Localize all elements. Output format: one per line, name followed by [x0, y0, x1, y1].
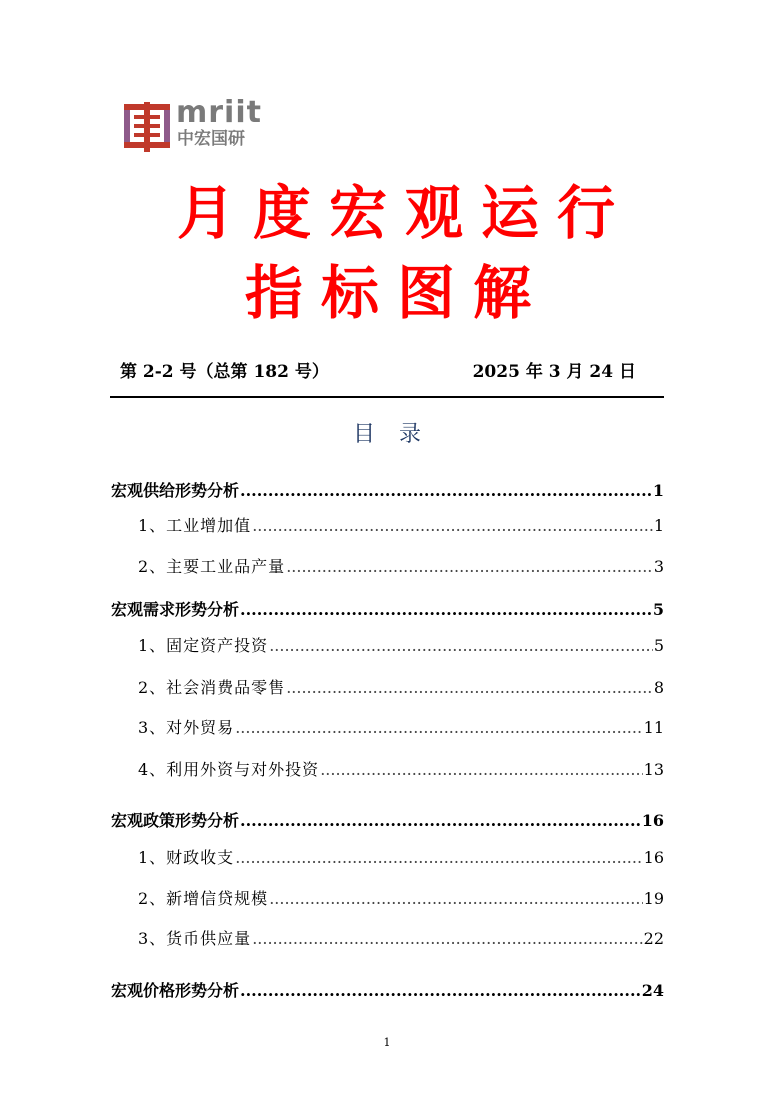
toc-leader-dots	[252, 929, 642, 948]
toc-entry-label: 2、新增信贷规模	[138, 886, 268, 909]
toc-entry-page: 1	[652, 481, 664, 500]
toc-entry-page: 8	[653, 678, 664, 697]
toc-entry-page: 3	[653, 557, 664, 576]
toc-section[interactable]	[111, 597, 664, 620]
toc-section[interactable]	[111, 478, 664, 501]
toc-entry-page: 19	[643, 889, 664, 908]
toc-leader-dots	[240, 811, 641, 830]
toc-item[interactable]	[111, 926, 664, 949]
header-divider	[110, 396, 664, 398]
toc-leader-dots	[269, 889, 642, 908]
toc-leader-dots	[240, 600, 652, 619]
document-title-line-1: 月度宏观运行	[176, 179, 633, 247]
toc-item[interactable]	[111, 554, 664, 577]
toc-section[interactable]	[111, 808, 664, 831]
toc-entry-label: 3、货币供应量	[138, 926, 251, 949]
toc-entry-label: 1、工业增加值	[138, 513, 251, 536]
toc-item[interactable]	[111, 675, 664, 698]
toc-leader-dots	[235, 718, 642, 737]
document-title-line-2: 指标图解	[244, 259, 549, 327]
toc-entry-label: 宏观价格形势分析	[111, 978, 239, 1001]
issue-date: 2025 年 3 月 24 日	[472, 362, 636, 382]
toc-entry-page: 16	[643, 848, 664, 867]
page-number: 1	[383, 1036, 391, 1049]
toc-item[interactable]	[111, 715, 664, 738]
logo-text-cn: 中宏国研	[177, 129, 245, 149]
toc-item[interactable]	[111, 845, 664, 868]
toc-entry-page: 11	[643, 718, 664, 737]
toc-leader-dots	[240, 981, 641, 1000]
toc-entry-page: 22	[643, 929, 664, 948]
toc-section[interactable]	[111, 978, 664, 1001]
toc-item[interactable]	[111, 757, 664, 780]
toc-entry-page: 5	[653, 636, 664, 655]
mriit-logo-icon	[124, 102, 170, 152]
toc-item[interactable]	[111, 513, 664, 536]
logo	[124, 95, 264, 156]
toc-entry-label: 2、社会消费品零售	[138, 675, 285, 698]
toc-leader-dots	[240, 481, 652, 500]
toc-entry-label: 宏观需求形势分析	[111, 597, 239, 620]
toc-item[interactable]	[111, 886, 664, 909]
toc-entry-label: 宏观政策形势分析	[111, 808, 239, 831]
toc-entry-page: 16	[641, 811, 664, 830]
toc-entry-label: 3、对外贸易	[138, 715, 234, 738]
toc-leader-dots	[286, 678, 653, 697]
toc-entry-page: 13	[643, 760, 664, 779]
toc-entry-label: 1、固定资产投资	[138, 633, 268, 656]
toc-entry-page: 5	[652, 600, 664, 619]
issue-number: 第 2-2 号（总第 182 号）	[120, 362, 329, 382]
logo-text-en: mriit	[176, 95, 262, 130]
toc-heading: 目录	[352, 422, 445, 447]
toc-leader-dots	[320, 760, 642, 779]
toc-entry-label: 宏观供给形势分析	[111, 478, 239, 501]
toc-item[interactable]	[111, 633, 664, 656]
toc-leader-dots	[235, 848, 642, 867]
toc-entry-page: 24	[641, 981, 664, 1000]
toc-leader-dots	[252, 516, 653, 535]
toc-entry-label: 2、主要工业品产量	[138, 554, 285, 577]
toc-entry-label: 1、财政收支	[138, 845, 234, 868]
toc-leader-dots	[286, 557, 653, 576]
toc-entry-page: 1	[653, 516, 664, 535]
toc-leader-dots	[269, 636, 653, 655]
toc-entry-label: 4、利用外资与对外投资	[138, 757, 319, 780]
